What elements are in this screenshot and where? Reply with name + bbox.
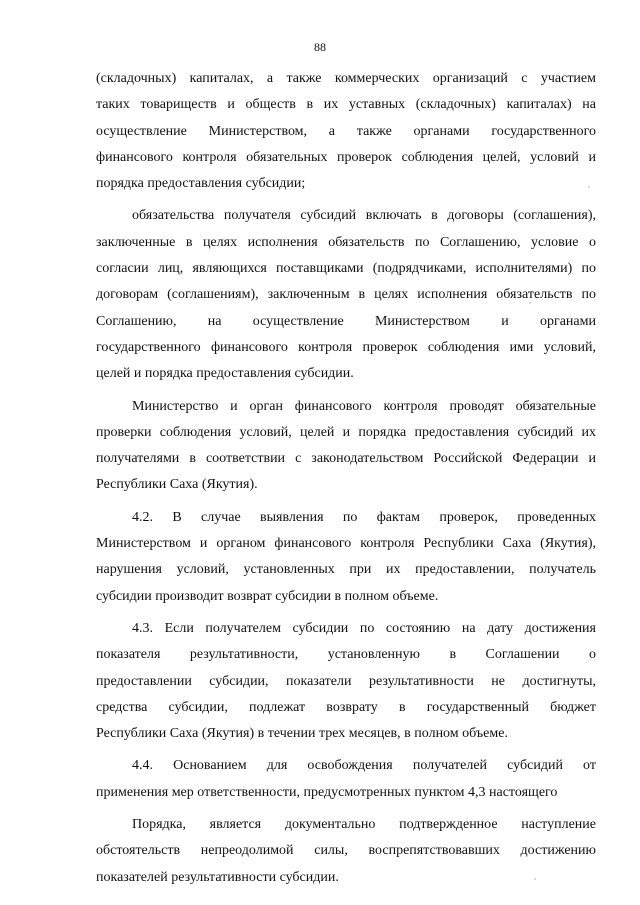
- text-line: Республики Саха (Якутия).: [96, 477, 258, 493]
- text-line: Республики Саха (Якутия) в течении трех месяцев, в полном объеме.: [96, 726, 508, 742]
- paragraph-p3: [96, 394, 596, 499]
- text-line: 4.2. В случае выявления по фактам проверок, проведенных: [132, 509, 596, 525]
- text-line: договорам (соглашениям), заключенным в целях исполнения обязательств по: [96, 287, 596, 303]
- text-line: Порядка, является документально подтвержденное наступление: [132, 817, 596, 833]
- text-line: предоставлении субсидии, показатели результативности не достигнуты,: [96, 673, 596, 689]
- text-line: проверки соблюдения условий, целей и порядка предоставления субсидий их: [96, 424, 596, 440]
- text-line: применения мер ответственности, предусмотренных пунктом 4,3 настоящего: [96, 784, 558, 800]
- paragraph-p5: [96, 616, 596, 747]
- text-line: согласии лиц, являющихся поставщиками (подрядчиками, исполнителями) по: [96, 261, 596, 277]
- text-line: Министерством и органом финансового контроля Республики Саха (Якутия),: [96, 536, 596, 552]
- text-line: порядка предоставления субсидии;: [96, 176, 306, 192]
- paragraph-p4: [96, 505, 596, 610]
- text-line: нарушения условий, установленных при их предоставлении, получатель: [96, 562, 596, 578]
- text-line: обстоятельств непреодолимой силы, воспрепятствовавших достижению: [96, 843, 596, 859]
- scan-speck: [588, 186, 590, 188]
- text-line: таких товариществ и обществ в их уставных (складочных) капиталах) на: [96, 97, 596, 113]
- text-line: 4.4. Основанием для освобождения получателей субсидий от: [132, 758, 596, 774]
- text-line: заключенные в целях исполнения обязательств по Соглашению, условие о: [96, 234, 596, 250]
- text-line: получателями в соответствии с законодательством Российской Федерации и: [96, 451, 596, 467]
- text-line: показателей результативности субсидии.: [96, 869, 339, 885]
- text-line: субсидии производит возврат субсидии в полном объеме.: [96, 588, 439, 604]
- document-body: [96, 66, 596, 891]
- paragraph-p1: [96, 66, 596, 197]
- text-line: показателя результативности, установленную в Соглашении о: [96, 647, 596, 663]
- text-line: целей и порядка предоставления субсидии.: [96, 366, 354, 382]
- text-line: Соглашению, на осуществление Министерством и органами: [96, 313, 596, 329]
- paragraph-p2: [96, 203, 596, 387]
- text-line: (складочных) капиталах, а также коммерческих организаций с участием: [96, 71, 596, 86]
- page-number: 88: [314, 40, 326, 54]
- paragraph-p6: [96, 753, 596, 806]
- text-line: осуществление Министерством, а также органами государственного: [96, 123, 596, 139]
- scan-speck: [534, 878, 536, 880]
- scan-speck: [529, 302, 531, 304]
- text-line: государственного финансового контроля проверок соблюдения ими условий,: [96, 339, 596, 355]
- text-line: финансового контроля обязательных проверок соблюдения целей, условий и: [96, 149, 596, 165]
- text-line: обязательства получателя субсидий включать в договоры (соглашения),: [132, 208, 596, 224]
- paragraph-p7: [96, 812, 596, 891]
- text-line: Министерство и орган финансового контроля проводят обязательные: [132, 398, 596, 414]
- text-line: 4.3. Если получателем субсидии по состоянию на дату достижения: [132, 620, 596, 636]
- text-line: средства субсидии, подлежат возврату в государственный бюджет: [96, 699, 596, 715]
